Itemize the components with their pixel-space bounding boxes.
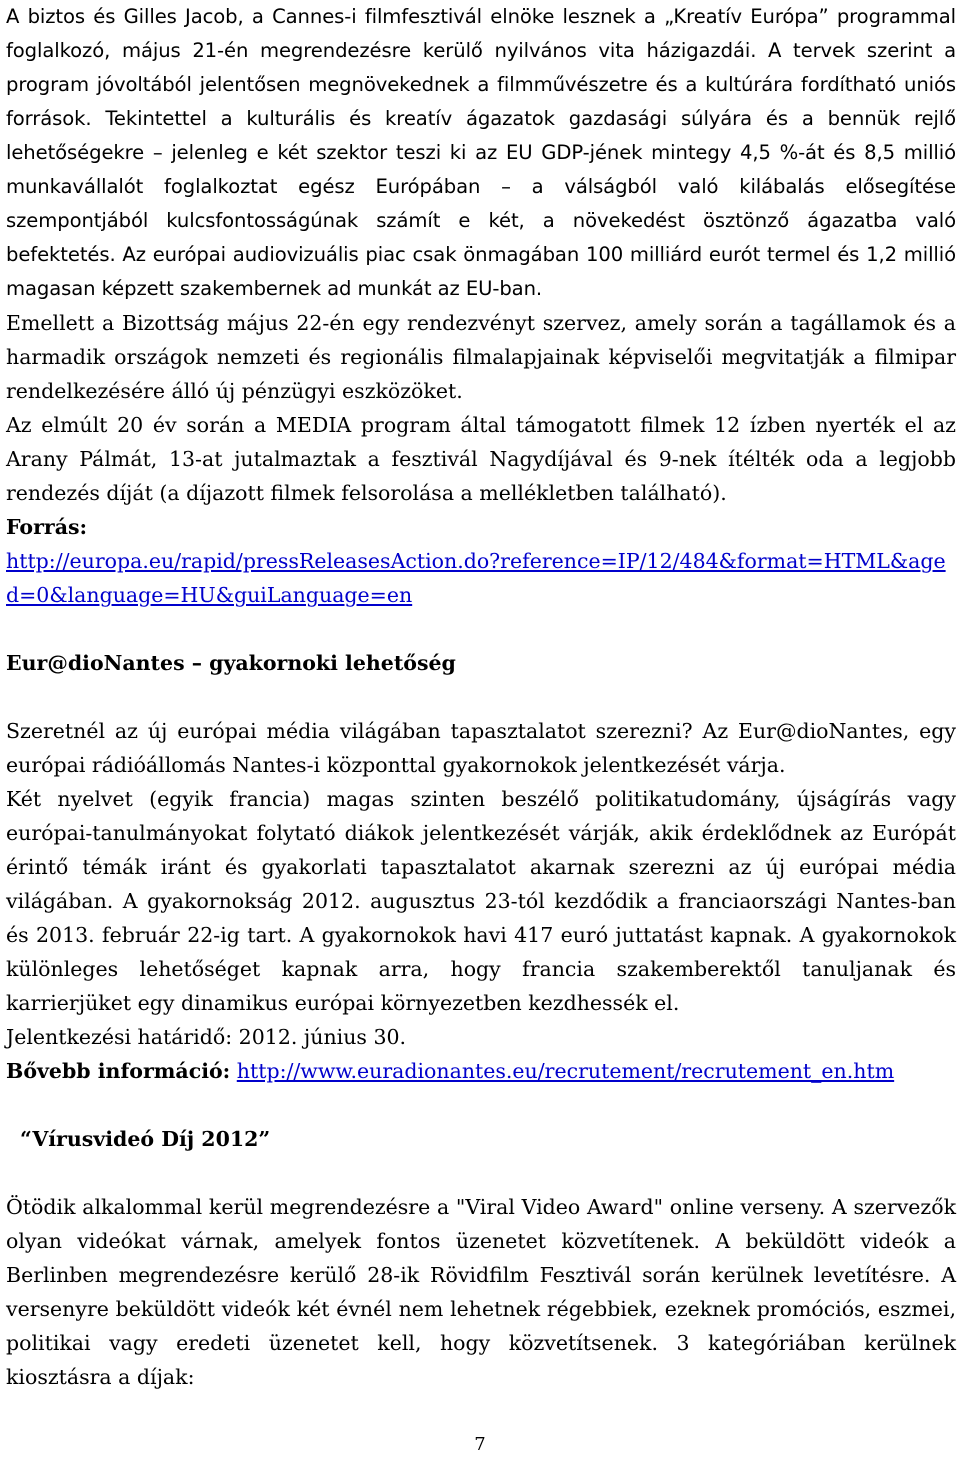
article2-deadline: Jelentkezési határidő: 2012. június 30.: [6, 1025, 407, 1049]
article2-intro-paragraph: Szeretnél az új európai média világában tapasztalatot szerezni? Az Eur@dioNantes, egy európai rádióállomás Nantes-i központtal gyakornokok jelentkezését várja.: [6, 719, 956, 777]
page-number: 7: [474, 1434, 486, 1455]
article3-title: “Vírusvideó Díj 2012”: [20, 1127, 271, 1151]
article1-media-paragraph: Az elmúlt 20 év során a MEDIA program által támogatott filmek 12 ízben nyerték el az Arany Pálmát, 13-at jutalmaztak a fesztivál Nagydíjával és 9-nek ítélték oda a legjobb rendezés díját (a díjazott filmek felsorolása a mellékletben található).: [6, 413, 956, 505]
source-label: Forrás:: [6, 515, 88, 539]
article2-more-info: [6, 1054, 956, 1088]
source-link-paragraph: [6, 544, 956, 612]
article1-commission-paragraph: Emellett a Bizottság május 22-én egy rendezvényt szervez, amely során a tagállamok és a harmadik országok nemzeti és regionális filmalapjainak képviselői megvitatják a filmipar rendelkezésére álló új pénzügyi eszközöket.: [6, 311, 956, 403]
article3-intro-paragraph: Ötödik alkalommal kerül megrendezésre a "Viral Video Award" online verseny. A szervezők olyan videókat várnak, amelyek fontos üzenetet közvetítenek. A beküldött videók a Berlinben megrendezésre kerülő 28-ik Rövidfilm Fesztivál során kerülnek levetítésre. A versenyre beküldött videók két évnél nem lehetnek régebbiek, ezeknek promóciós, eszmei, politikai vagy eredeti üzenetet kell, hogy közvetítsenek. 3 kategóriában kerülnek kiosztásra a díjak:: [6, 1195, 956, 1389]
article2-details-paragraph: Két nyelvet (egyik francia) magas szinten beszélő politikatudomány, újságírás vagy európai-tanulmányokat folytató diákok jelentkezését várják, akik érdeklődnek az Európát érintő témák iránt és gyakorlati tapasztalatot akarnak szerezni az új európai média világában. A gyakornokság 2012. augusztus 23-tól kezdődik a franciaországi Nantes-ban és 2013. február 22-ig tart. A gyakornokok havi 417 euró juttatást kapnak. A gyakornokok különleges lehetőséget kapnak arra, hogy francia szakemberektől tanuljanak és karrierjüket egy dinamikus európai környezetben kezdhessék el.: [6, 787, 956, 1015]
article2-title: Eur@dioNantes – gyakornoki lehetőség: [6, 651, 456, 675]
spacer: [6, 680, 956, 714]
article1-intro-paragraph: A biztos és Gilles Jacob, a Cannes-i filmfesztivál elnöke lesznek a „Kreatív Európa” programmal foglalkozó, május 21-én megrendezésre kerülő nyilvános vita házigazdái. A tervek szerint a program jóvoltából jelentősen megnövekednek a filmművészetre és a kultúrára fordítható uniós források. Tekintettel a kulturális és kreatív ágazatok gazdasági súlyára és a bennük rejlő lehetőségekre – jelenleg e két szektor teszi ki az EU GDP-jének mintegy 4,5 %-át és 8,5 millió munkavállalót foglalkoztat egész Európában – a válságból való kilábalás elősegítése szempontjából kulcsfontosságúnak számít e két, a növekedést ösztönző ágazatba való befektetés. Az európai audiovizuális piac csak önmagában 100 milliárd eurót termel és 1,2 millió magasan képzett szakembernek ad munkát az EU-ban.: [6, 5, 956, 300]
more-info-link[interactable]: http://www.euradionantes.eu/recrutement/recrutement_en.htm: [236, 1059, 895, 1083]
spacer: [6, 1156, 956, 1190]
spacer: [6, 612, 956, 646]
source-link[interactable]: http://europa.eu/rapid/pressReleasesAction.do?reference=IP/12/484&format=HTML&aged=0&language=HU&guiLanguage=en: [6, 549, 946, 607]
spacer: [6, 1088, 956, 1122]
document-page: [6, 0, 956, 1394]
more-info-label: Bővebb információ:: [6, 1059, 231, 1083]
